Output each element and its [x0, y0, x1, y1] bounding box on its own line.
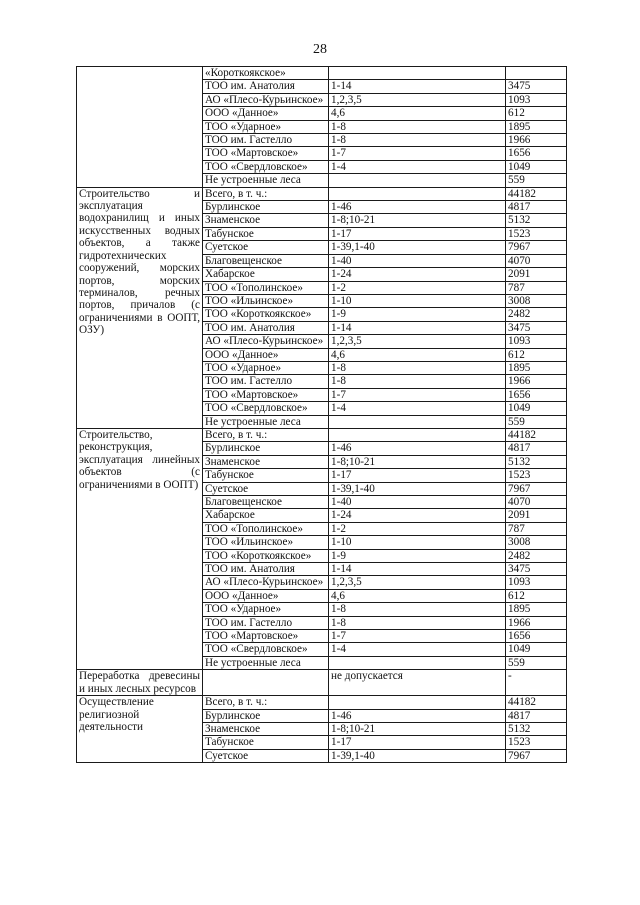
- org-cell: Суетское: [203, 482, 329, 495]
- quarter-cell: 1-8: [329, 134, 506, 147]
- org-cell: Благовещенское: [203, 254, 329, 267]
- area-cell: 1049: [506, 643, 567, 656]
- area-cell: -: [506, 670, 567, 696]
- org-cell: Табунское: [203, 736, 329, 749]
- org-cell: Всего, в т. ч.:: [203, 428, 329, 441]
- area-cell: 3008: [506, 294, 567, 307]
- quarter-cell: [329, 428, 506, 441]
- org-cell: ООО «Данное»: [203, 107, 329, 120]
- area-cell: 1523: [506, 469, 567, 482]
- quarter-cell: 1-8: [329, 603, 506, 616]
- area-cell: 1523: [506, 736, 567, 749]
- area-cell: 559: [506, 656, 567, 669]
- org-cell: ТОО «Тополинское»: [203, 281, 329, 294]
- quarter-cell: 1-24: [329, 268, 506, 281]
- area-cell: 3008: [506, 536, 567, 549]
- area-cell: 5132: [506, 214, 567, 227]
- org-cell: ТОО «Ударное»: [203, 361, 329, 374]
- table-row: [77, 696, 567, 709]
- area-cell: 1656: [506, 147, 567, 160]
- area-cell: 787: [506, 281, 567, 294]
- area-cell: 1966: [506, 375, 567, 388]
- org-cell: ТОО им. Анатолия: [203, 563, 329, 576]
- area-cell: 1895: [506, 361, 567, 374]
- area-cell: 612: [506, 589, 567, 602]
- org-cell: ТОО «Ударное»: [203, 603, 329, 616]
- quarter-cell: 1-39,1-40: [329, 241, 506, 254]
- quarter-cell: 4,6: [329, 589, 506, 602]
- org-cell: ООО «Данное»: [203, 348, 329, 361]
- org-cell: Знаменское: [203, 722, 329, 735]
- quarter-cell: 1-7: [329, 388, 506, 401]
- org-cell: Не устроенные леса: [203, 656, 329, 669]
- area-cell: 1049: [506, 402, 567, 415]
- quarter-cell: не допускается: [329, 670, 506, 696]
- quarter-cell: 1-17: [329, 227, 506, 240]
- quarter-cell: 1-8: [329, 375, 506, 388]
- quarter-cell: 1-17: [329, 736, 506, 749]
- area-cell: 612: [506, 107, 567, 120]
- quarter-cell: [329, 696, 506, 709]
- org-cell: ТОО им. Гастелло: [203, 134, 329, 147]
- quarter-cell: 4,6: [329, 348, 506, 361]
- org-cell: Благовещенское: [203, 496, 329, 509]
- org-cell: ТОО «Ударное»: [203, 120, 329, 133]
- quarter-cell: 1-8;10-21: [329, 722, 506, 735]
- org-cell: ТОО «Ильинское»: [203, 536, 329, 549]
- quarter-cell: 1-7: [329, 147, 506, 160]
- org-cell: Хабарское: [203, 509, 329, 522]
- area-cell: 612: [506, 348, 567, 361]
- forest-use-table: [76, 66, 567, 763]
- quarter-cell: 1-2: [329, 522, 506, 535]
- org-cell: ТОО «Мартовское»: [203, 630, 329, 643]
- org-cell: ТОО «Свердловское»: [203, 643, 329, 656]
- quarter-cell: 1-8: [329, 616, 506, 629]
- area-cell: 7967: [506, 241, 567, 254]
- table-row: [77, 670, 567, 696]
- org-cell: Бурлинское: [203, 442, 329, 455]
- quarter-cell: 1-39,1-40: [329, 482, 506, 495]
- org-cell: ТОО «Тополинское»: [203, 522, 329, 535]
- quarter-cell: 1,2,3,5: [329, 576, 506, 589]
- quarter-cell: 1-8: [329, 361, 506, 374]
- area-cell: 3475: [506, 321, 567, 334]
- area-cell: 5132: [506, 722, 567, 735]
- org-cell: ТОО «Мартовское»: [203, 388, 329, 401]
- org-cell: Хабарское: [203, 268, 329, 281]
- area-cell: 1656: [506, 388, 567, 401]
- area-cell: 44182: [506, 187, 567, 200]
- area-cell: 1093: [506, 335, 567, 348]
- area-cell: 44182: [506, 696, 567, 709]
- org-cell: «Короткоякское»: [203, 67, 329, 80]
- area-cell: 559: [506, 415, 567, 428]
- org-cell: Всего, в т. ч.:: [203, 187, 329, 200]
- area-cell: 3475: [506, 80, 567, 93]
- area-cell: 2091: [506, 268, 567, 281]
- page-number: 28: [313, 42, 327, 57]
- quarter-cell: 1-14: [329, 80, 506, 93]
- org-cell: АО «Плесо-Курьинское»: [203, 335, 329, 348]
- area-cell: 5132: [506, 455, 567, 468]
- quarter-cell: 1-4: [329, 643, 506, 656]
- org-cell: Не устроенные леса: [203, 174, 329, 187]
- org-cell: [203, 670, 329, 696]
- org-cell: АО «Плесо-Курьинское»: [203, 93, 329, 106]
- area-cell: 1093: [506, 93, 567, 106]
- area-cell: [506, 67, 567, 80]
- table-body: [77, 67, 567, 763]
- quarter-cell: 1-46: [329, 201, 506, 214]
- org-cell: Суетское: [203, 749, 329, 762]
- quarter-cell: 1-7: [329, 630, 506, 643]
- org-cell: ТОО «Ильинское»: [203, 294, 329, 307]
- table-row: [77, 428, 567, 441]
- org-cell: ТОО им. Анатолия: [203, 80, 329, 93]
- quarter-cell: 1-14: [329, 321, 506, 334]
- quarter-cell: 1-10: [329, 294, 506, 307]
- quarter-cell: 1-17: [329, 469, 506, 482]
- org-cell: Табунское: [203, 469, 329, 482]
- quarter-cell: 1,2,3,5: [329, 93, 506, 106]
- org-cell: ТОО им. Гастелло: [203, 375, 329, 388]
- org-cell: ТОО «Короткоякское»: [203, 549, 329, 562]
- area-cell: 559: [506, 174, 567, 187]
- quarter-cell: 1-14: [329, 563, 506, 576]
- area-cell: 1895: [506, 120, 567, 133]
- quarter-cell: [329, 415, 506, 428]
- quarter-cell: [329, 174, 506, 187]
- quarter-cell: 1-8;10-21: [329, 455, 506, 468]
- quarter-cell: [329, 187, 506, 200]
- area-cell: 7967: [506, 482, 567, 495]
- area-cell: 1656: [506, 630, 567, 643]
- org-cell: Всего, в т. ч.:: [203, 696, 329, 709]
- area-cell: 1966: [506, 134, 567, 147]
- activity-cell: Строительство, реконструкция, эксплуатация линейных объектов (с ограничениями в ООПТ): [77, 428, 203, 669]
- quarter-cell: 1-10: [329, 536, 506, 549]
- org-cell: Табунское: [203, 227, 329, 240]
- area-cell: 1895: [506, 603, 567, 616]
- org-cell: Знаменское: [203, 455, 329, 468]
- area-cell: 2482: [506, 308, 567, 321]
- org-cell: ООО «Данное»: [203, 589, 329, 602]
- quarter-cell: 1-24: [329, 509, 506, 522]
- org-cell: Бурлинское: [203, 201, 329, 214]
- area-cell: 4817: [506, 709, 567, 722]
- area-cell: 4817: [506, 201, 567, 214]
- quarter-cell: 1-9: [329, 549, 506, 562]
- quarter-cell: 1-4: [329, 402, 506, 415]
- org-cell: Суетское: [203, 241, 329, 254]
- area-cell: 4070: [506, 254, 567, 267]
- area-cell: 1966: [506, 616, 567, 629]
- org-cell: ТОО «Свердловское»: [203, 402, 329, 415]
- quarter-cell: [329, 656, 506, 669]
- org-cell: Не устроенные леса: [203, 415, 329, 428]
- org-cell: ТОО «Свердловское»: [203, 160, 329, 173]
- area-cell: 44182: [506, 428, 567, 441]
- org-cell: Знаменское: [203, 214, 329, 227]
- quarter-cell: 1-8;10-21: [329, 214, 506, 227]
- quarter-cell: 1-2: [329, 281, 506, 294]
- quarter-cell: 1-46: [329, 442, 506, 455]
- org-cell: ТОО им. Гастелло: [203, 616, 329, 629]
- table-row: [77, 187, 567, 200]
- quarter-cell: 1-4: [329, 160, 506, 173]
- quarter-cell: 1-46: [329, 709, 506, 722]
- area-cell: 7967: [506, 749, 567, 762]
- quarter-cell: 1-40: [329, 254, 506, 267]
- area-cell: 2091: [506, 509, 567, 522]
- quarter-cell: 1-39,1-40: [329, 749, 506, 762]
- activity-cell: [77, 67, 203, 188]
- area-cell: 787: [506, 522, 567, 535]
- quarter-cell: 1-40: [329, 496, 506, 509]
- org-cell: ТОО «Короткоякское»: [203, 308, 329, 321]
- quarter-cell: 1,2,3,5: [329, 335, 506, 348]
- area-cell: 3475: [506, 563, 567, 576]
- area-cell: 2482: [506, 549, 567, 562]
- area-cell: 1049: [506, 160, 567, 173]
- area-cell: 4817: [506, 442, 567, 455]
- org-cell: Бурлинское: [203, 709, 329, 722]
- quarter-cell: [329, 67, 506, 80]
- activity-cell: Осуществление религиозной деятельности: [77, 696, 203, 763]
- area-cell: 1523: [506, 227, 567, 240]
- area-cell: 1093: [506, 576, 567, 589]
- area-cell: 4070: [506, 496, 567, 509]
- quarter-cell: 1-8: [329, 120, 506, 133]
- activity-cell: Переработка древесины и иных лесных ресурсов: [77, 670, 203, 696]
- quarter-cell: 4,6: [329, 107, 506, 120]
- org-cell: ТОО им. Анатолия: [203, 321, 329, 334]
- org-cell: АО «Плесо-Курьинское»: [203, 576, 329, 589]
- quarter-cell: 1-9: [329, 308, 506, 321]
- activity-cell: Строительство и эксплуатация водохранилищ и иных искусственных водных объектов, а также гидротехнических сооружений, морских портов, морских терминалов, речных портов, причалов (с ограничениями в ООПТ, ОЗУ): [77, 187, 203, 428]
- table-row: [77, 67, 567, 80]
- org-cell: ТОО «Мартовское»: [203, 147, 329, 160]
